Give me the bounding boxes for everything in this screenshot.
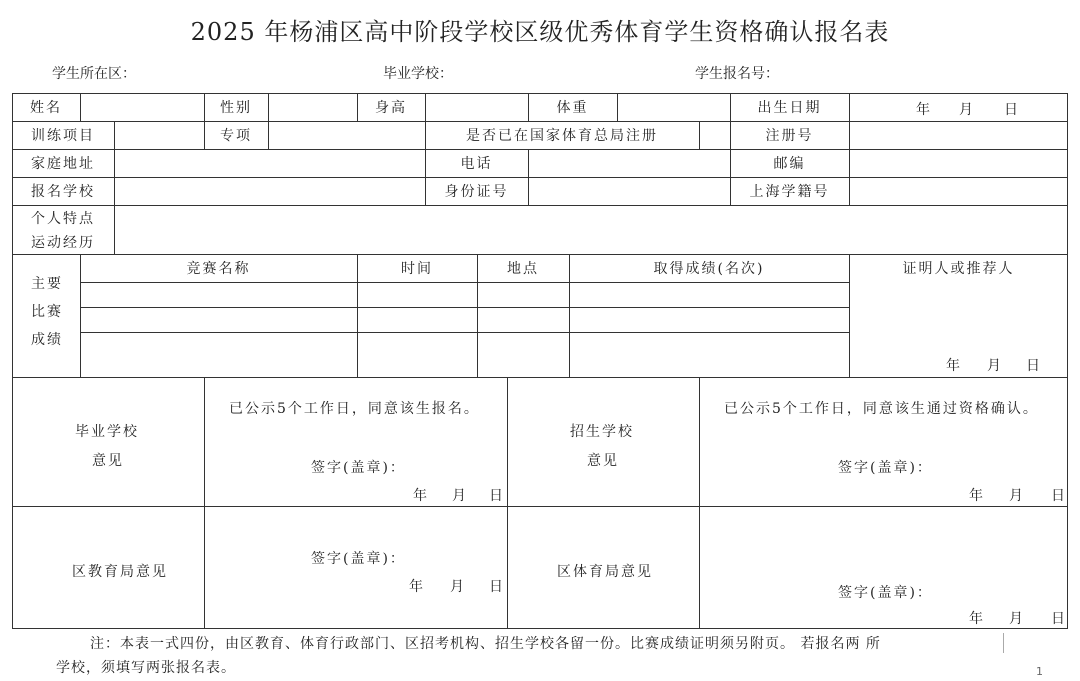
main-label: 主要 (31, 276, 63, 292)
enrollment-year: 年 (969, 488, 985, 504)
graduation-day: 日 (489, 488, 505, 504)
page-number: 1 (1036, 665, 1043, 678)
education-year: 年 (409, 579, 425, 595)
enrollment-opinion-label: 意见 (587, 453, 619, 469)
gender-field[interactable] (268, 93, 357, 121)
competition-label: 比赛 (31, 304, 63, 320)
id-number-label: 身份证号 (444, 184, 509, 200)
month-label: 月 (959, 102, 975, 118)
competition-name-header: 竞赛名称 (186, 261, 251, 277)
height-label: 身高 (375, 100, 407, 116)
id-number-field[interactable] (528, 177, 730, 205)
witness-year-label: 年 (946, 358, 962, 374)
personal-traits-label: 个人特点 (31, 211, 95, 227)
sports-bureau-sign: 签字(盖章)： (838, 585, 933, 601)
time-header: 时间 (401, 261, 433, 277)
name-label: 姓名 (30, 100, 62, 116)
applied-school-field[interactable] (114, 177, 425, 205)
registration-number-field[interactable] (849, 121, 1068, 149)
district-label: 学生所在区： (52, 66, 136, 82)
shanghai-student-id-label: 上海学籍号 (749, 184, 830, 200)
registered-answer-field[interactable] (699, 121, 730, 149)
postcode-label: 邮编 (773, 156, 806, 172)
registration-number-label: 注册号 (765, 128, 814, 144)
sports-day: 日 (1051, 611, 1067, 627)
training-event-label: 训练项目 (31, 128, 95, 144)
registration-number-label: 学生报名号： (695, 66, 779, 82)
specialty-label: 专项 (220, 128, 252, 144)
enrollment-month: 月 (1009, 488, 1025, 504)
sports-bureau-label: 区体育局意见 (557, 564, 653, 580)
home-address-field[interactable] (114, 149, 425, 177)
graduation-school-opinion-label: 毕业学校 (75, 424, 139, 440)
gender-label: 性别 (220, 100, 252, 116)
enrollment-school-sign: 签字(盖章)： (838, 460, 933, 476)
phone-field[interactable] (528, 149, 730, 177)
education-month: 月 (450, 579, 466, 595)
sports-experience-label: 运动经历 (31, 235, 95, 251)
education-bureau-sign: 签字(盖章)： (311, 551, 406, 567)
witness-header: 证明人或推荐人 (902, 261, 1015, 277)
graduation-school-label: 毕业学校： (383, 66, 453, 82)
sports-month: 月 (1009, 611, 1025, 627)
enrollment-school-opinion-label: 招生学校 (570, 424, 634, 440)
sports-year: 年 (969, 611, 985, 627)
birth-date-label: 出生日期 (757, 100, 822, 116)
personal-traits-field[interactable] (114, 205, 1068, 254)
education-bureau-label: 区教育局意见 (72, 564, 168, 580)
graduation-school-statement: 已公示5个工作日，同意该生报名。 (229, 401, 480, 417)
home-address-label: 家庭地址 (31, 156, 95, 172)
witness-day-label: 日 (1026, 358, 1042, 374)
page-margin-mark (1003, 633, 1004, 653)
enrollment-school-statement: 已公示5个工作日，同意该生通过资格确认。 (724, 401, 1039, 417)
height-field[interactable] (425, 93, 528, 121)
postcode-field[interactable] (849, 149, 1068, 177)
witness-month-label: 月 (987, 358, 1003, 374)
graduation-opinion-label: 意见 (92, 453, 124, 469)
note-line-1: 注：本表一式四份，由区教育、体育行政部门、区招考机构、招生学校各留一份。比赛成绩证明须另附页。 若报名两 所 (90, 636, 881, 652)
witness-field[interactable] (849, 282, 1068, 377)
weight-label: 体重 (556, 100, 589, 116)
enrollment-day: 日 (1051, 488, 1067, 504)
graduation-school-sign: 签字(盖章)： (311, 460, 406, 476)
graduation-month: 月 (452, 488, 468, 504)
form-title: 2025 年杨浦区高中阶段学校区级优秀体育学生资格确认报名表 (190, 18, 890, 46)
place-header: 地点 (507, 261, 539, 277)
note-line-2: 学校，须填写两张报名表。 (56, 660, 236, 676)
registered-question-label: 是否已在国家体育总局注册 (466, 128, 658, 144)
graduation-year: 年 (413, 488, 429, 504)
result-header: 取得成绩(名次) (653, 261, 765, 277)
results-label: 成绩 (31, 332, 63, 348)
training-event-field[interactable] (114, 121, 204, 149)
applied-school-label: 报名学校 (31, 184, 95, 200)
year-label: 年 (916, 102, 932, 118)
education-day: 日 (489, 579, 505, 595)
phone-label: 电话 (460, 156, 493, 172)
birth-date-field[interactable] (849, 93, 1068, 121)
day-label: 日 (1004, 102, 1020, 118)
weight-field[interactable] (617, 93, 730, 121)
shanghai-student-id-field[interactable] (849, 177, 1068, 205)
name-field[interactable] (80, 93, 204, 121)
specialty-field[interactable] (268, 121, 425, 149)
